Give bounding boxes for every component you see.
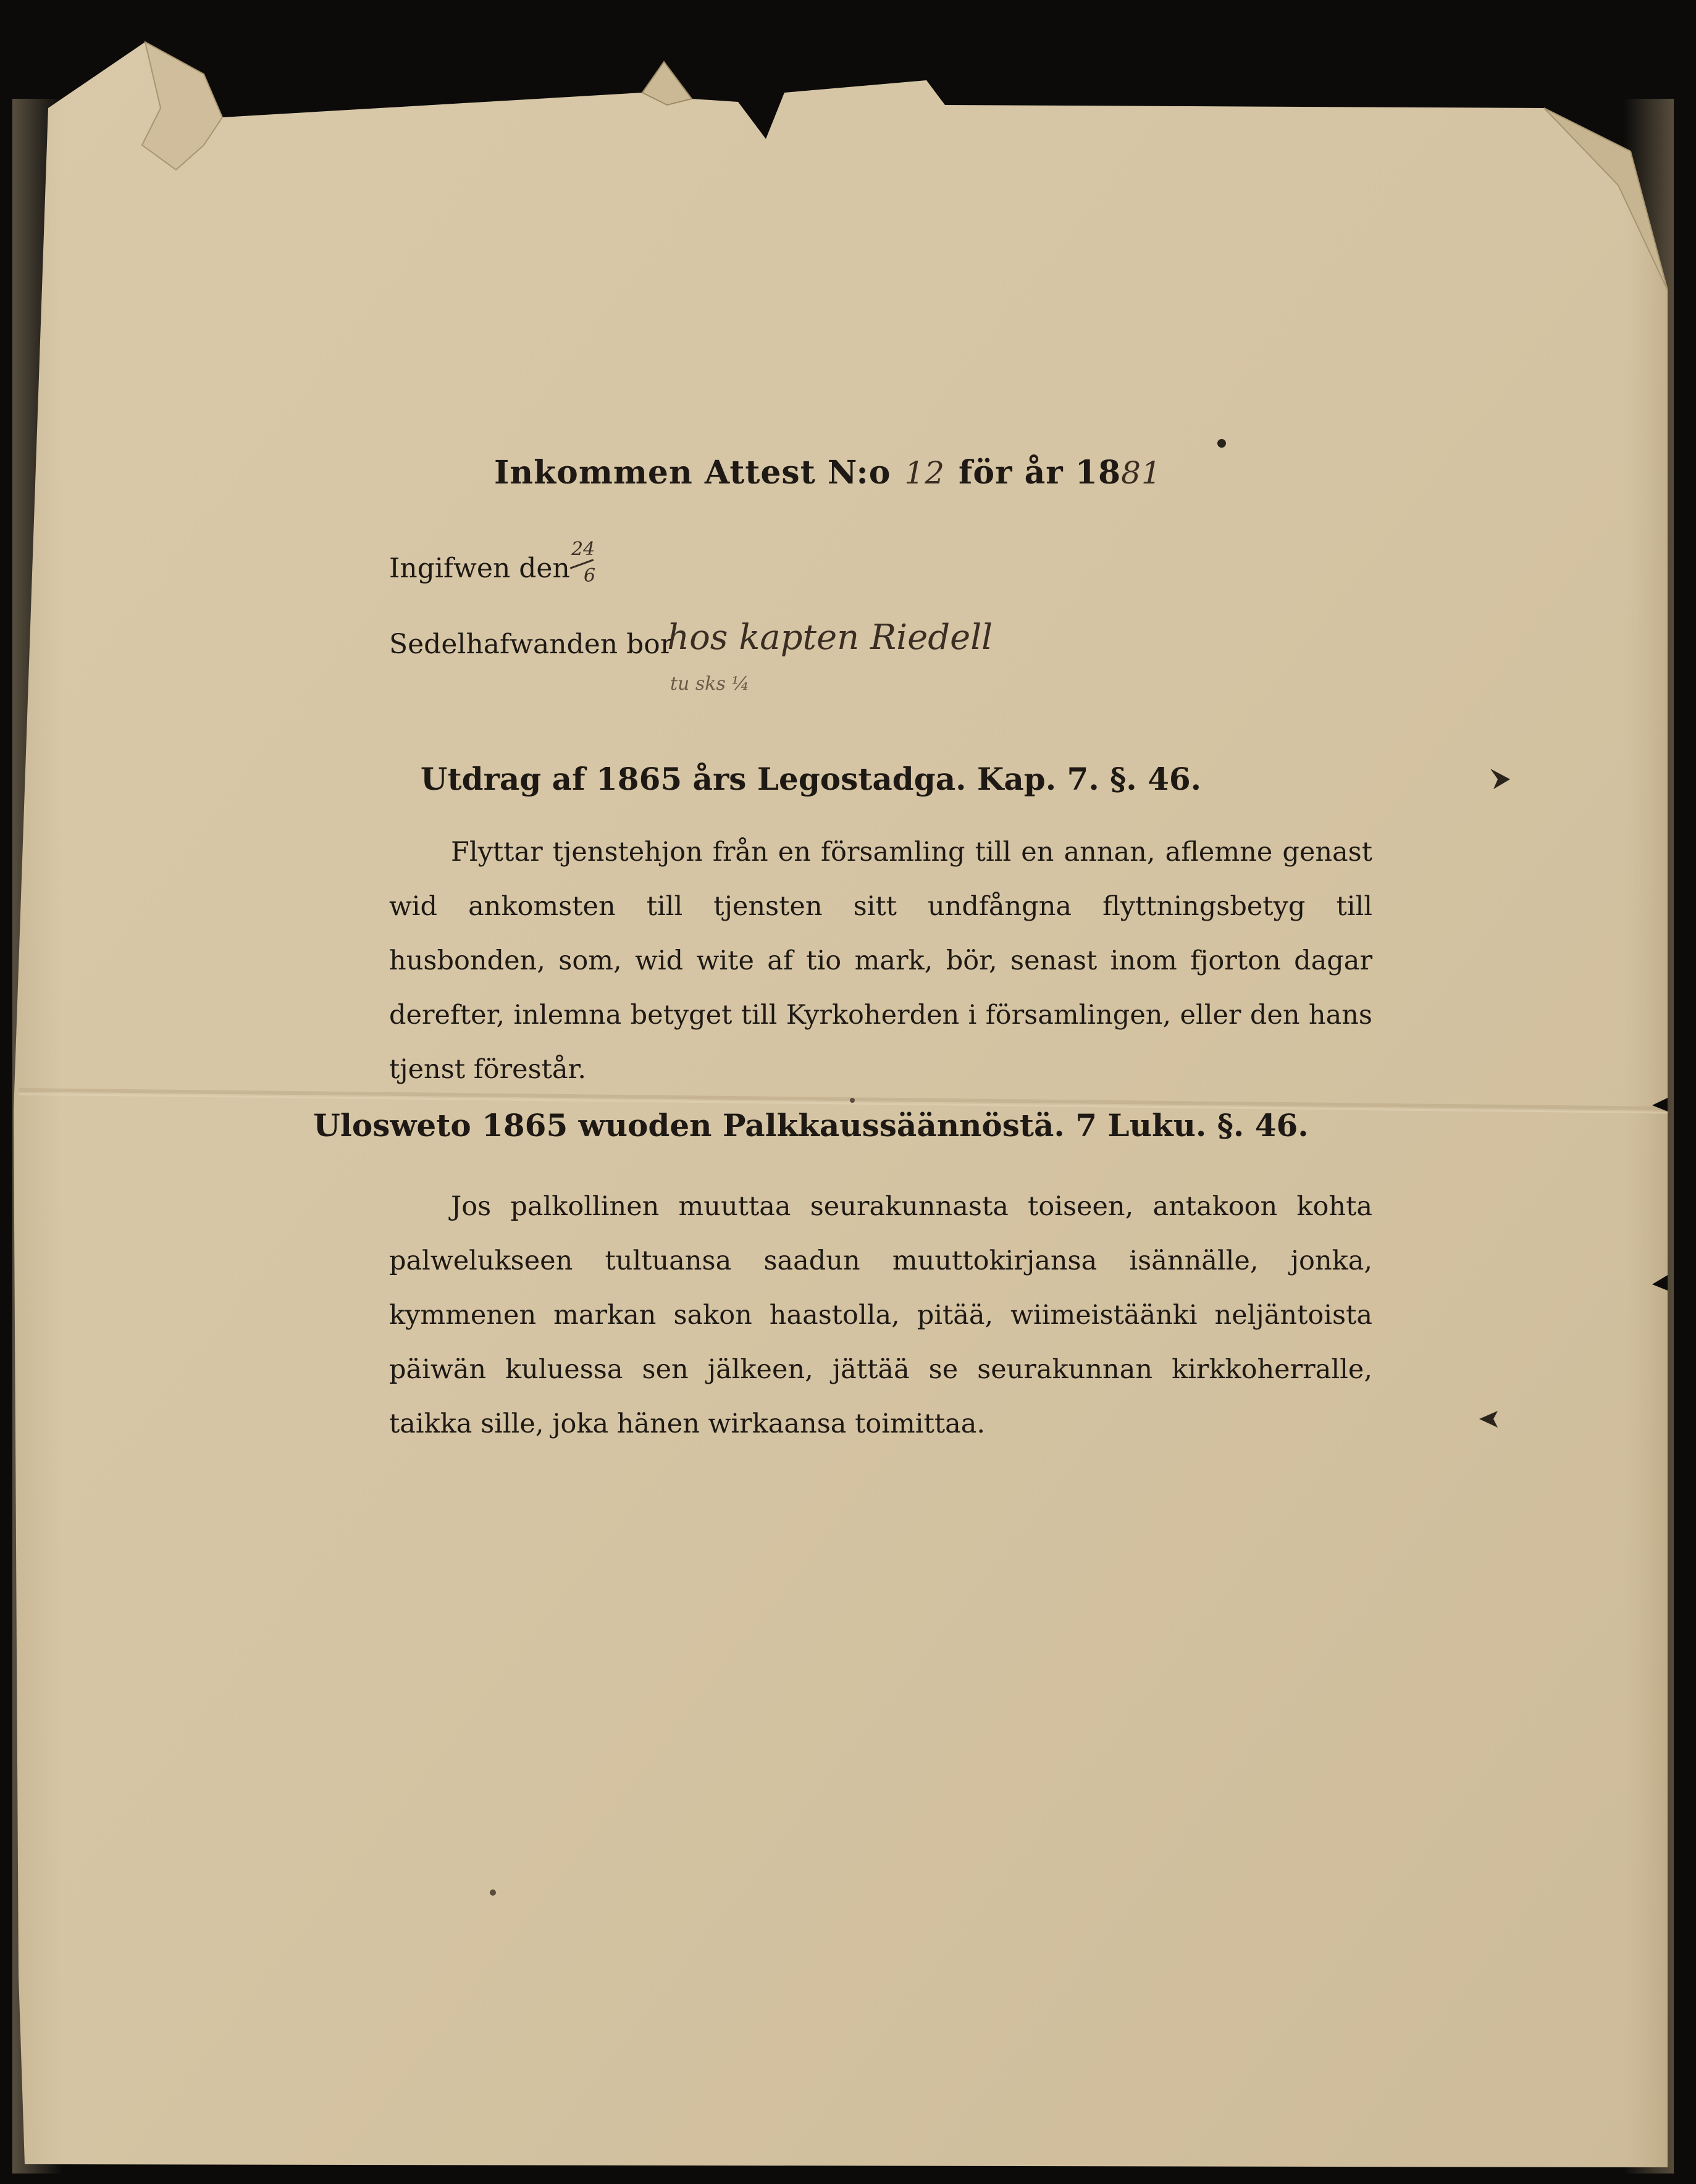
certificate-title: [494, 454, 1162, 492]
finnish-heading: Ulosweto 1865 wuoden Palkkaussäännöstä. 7 Luku. §. 46.: [313, 1107, 1309, 1144]
finnish-body: Jos palkollinen muuttaa seurakunnasta toiseen, antakoon kohta palwelukseen tultuansa saadun muuttokirjansa isännälle, jonka, kymmenen markan sakon haastolla, pitää, wiimeistäänki neljäntoista päiwän kuluessa sen jälkeen, jättää se seurakunnan kirkkoherralle, taikka sille, joka hänen wirkaansa toimittaa.: [389, 1191, 1372, 1439]
submitted-line: [389, 553, 570, 584]
swedish-body: Flyttar tjenstehjon från en församling till en annan, aflemne genast wid ankomsten till tjensten sitt undfångna flyttningsbetyg till husbonden, som, wid wite af tio mark, bör, senast inom fjorton dagar derefter, inlemna betyget till Kyrkoherden i församlingen, eller den hans tjenst förestår.: [389, 837, 1372, 1085]
holder-value-handwritten: hos kapten Riedell: [667, 617, 993, 658]
submitted-date-numerator: 24: [571, 538, 595, 560]
submitted-label: Ingifwen den: [389, 553, 570, 584]
year-suffix-handwritten: 81: [1121, 455, 1162, 491]
submitted-date-denominator: 6: [584, 565, 596, 587]
holder-line: [389, 629, 673, 660]
swedish-heading: Utdrag af 1865 års Legostadga. Kap. 7. §. 46.: [420, 761, 1202, 797]
holder-label: Sedelhafwanden bor: [389, 629, 673, 660]
title-prefix: Inkommen Attest N:o: [494, 454, 891, 492]
title-middle: för år 18: [959, 454, 1122, 492]
certificate-number-handwritten: 12: [904, 455, 946, 491]
holder-note-handwritten: tu sks ¼: [670, 673, 750, 695]
